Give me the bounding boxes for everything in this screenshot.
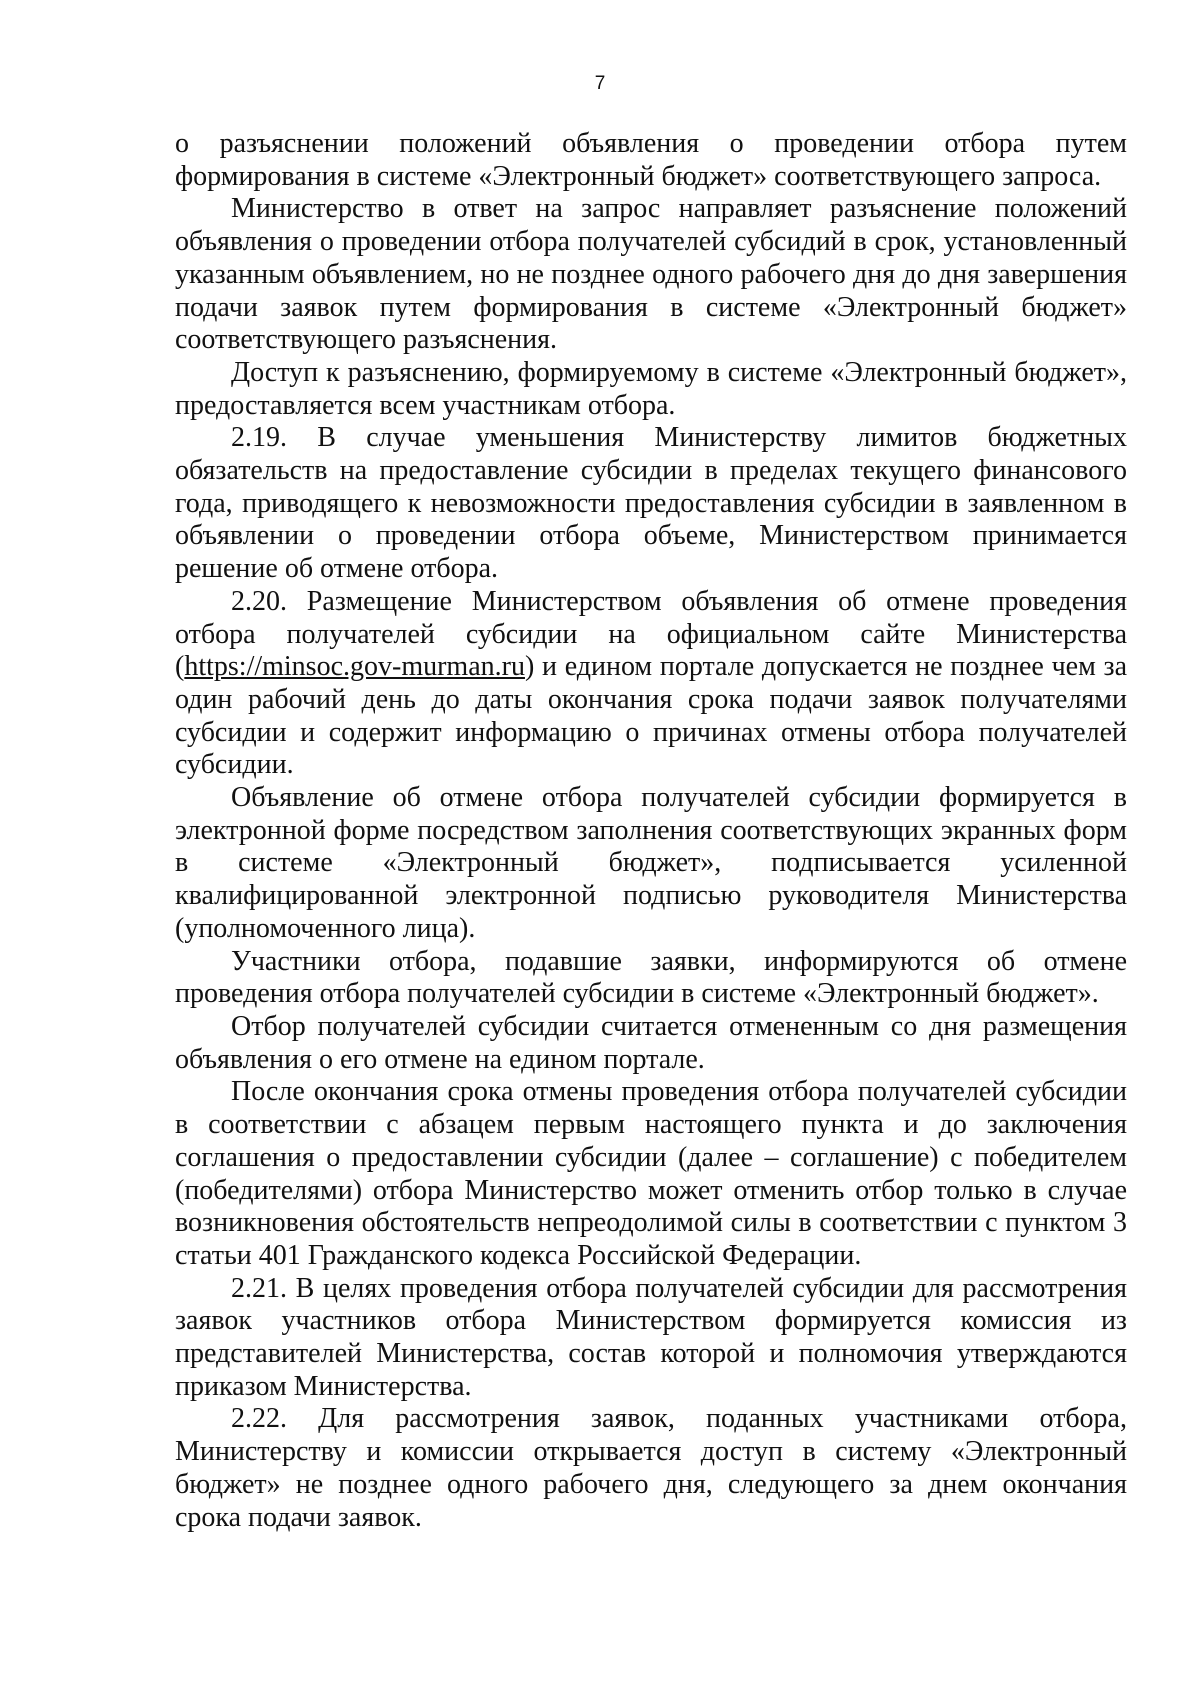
paragraph-participants-informed: Участники отбора, подавшие заявки, информируются об отмене проведения отбора получателей субсидии в системе «Электронный бюджет». [175,945,1127,1010]
paragraph-2-20 [175,586,1127,782]
paragraph-2-20-text-after: ) и едином портале допускается не позднее чем за один рабочий день до даты окончания срока подачи заявок получателями субсидии и содержит информацию о причинах отмены отбора получателей субсидии. [175,651,1127,781]
paragraph-clarification-request: о разъяснении положений объявления о проведении отбора путем формирования в системе «Электронный бюджет» соответствующего запроса. [175,128,1127,192]
paragraph-selection-cancelled: Отбор получателей субсидии считается отмененным со дня размещения объявления о его отмене на едином портале. [175,1010,1127,1075]
paragraph-2-19: 2.19. В случае уменьшения Министерству лимитов бюджетных обязательств на предоставление субсидии в пределах текущего финансового года, приводящего к невозможности предоставления субсидии в заявленном в объявлении о проведении отбора объеме, Министерством принимается решение об отмене отбора. [175,422,1127,585]
paragraph-2-21: 2.21. В целях проведения отбора получателей субсидии для рассмотрения заявок участников отбора Министерством формируется комиссия из представителей Министерства, состав которой и полномочия утверждаются приказом Министерства. [175,1272,1127,1402]
paragraph-ministry-response: Министерство в ответ на запрос направляет разъяснение положений объявления о проведении отбора получателей субсидий в срок, установленный указанным объявлением, но не позднее одного рабочего дня до дня завершения подачи заявок путем формирования в системе «Электронный бюджет» соответствующего разъяснения. [175,193,1127,356]
paragraph-2-22: 2.22. Для рассмотрения заявок, поданных участниками отбора, Министерству и комиссии открывается доступ в систему «Электронный бюджет» не позднее одного рабочего дня, следующего за днем окончания срока подачи заявок. [175,1403,1127,1533]
paragraph-2-20-text-before: 2.20. Размещение Министерством объявления об отмене проведения отбора получателей субсидии на официальном сайте Министерства ( [175,585,1127,683]
paragraph-access-to-clarification: Доступ к разъяснению, формируемому в системе «Электронный бюджет», предоставляется всем участникам отбора. [175,356,1127,421]
paragraph-cancellation-announcement: Объявление об отмене отбора получателей субсидии формируется в электронной форме посредством заполнения соответствующих экранных форм в системе «Электронный бюджет», подписывается усиленной квалифицированной электронной подписью руководителя Министерства (уполномоченного лица). [175,782,1127,944]
page-number: 7 [594,73,606,94]
document-body [175,128,1127,1534]
paragraph-force-majeure: После окончания срока отмены проведения отбора получателей субсидии в соответствии с абзацем первым настоящего пункта и до заключения соглашения о предоставлении субсидии (далее – соглашение) с победителем (победителями) отбора Министерство может отменить отбор только в случае возникновения обстоятельств непреодолимой силы в соответствии с пунктом 3 статьи 401 Гражданского кодекса Российской Федерации. [175,1076,1127,1271]
ministry-website-link[interactable]: https://minsoc.gov-murman.ru [184,651,525,683]
